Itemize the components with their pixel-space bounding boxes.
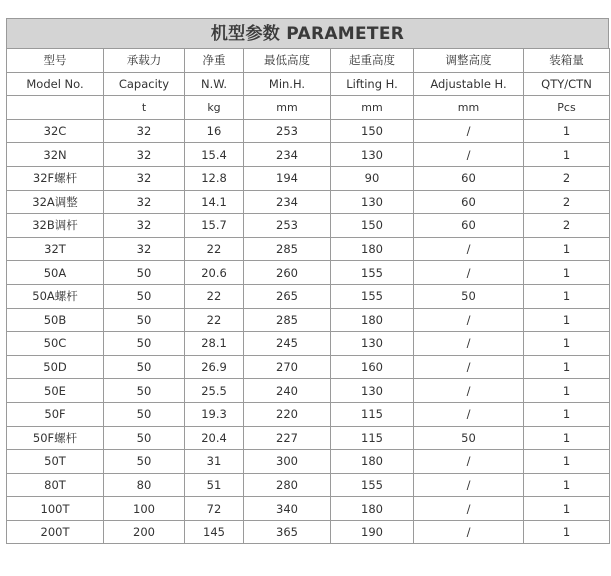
cell-capacity: 50 [104, 379, 185, 403]
cell-adjustable-height: / [414, 308, 524, 332]
cell-weight: 145 [185, 520, 244, 544]
table-row [7, 450, 610, 474]
cell-min-height: 240 [244, 379, 331, 403]
cell-capacity: 32 [104, 214, 185, 238]
header-row-cn [7, 49, 610, 73]
table-row [7, 166, 610, 190]
cell-model: 100T [7, 497, 104, 521]
cell-model: 50E [7, 379, 104, 403]
cell-model: 32C [7, 119, 104, 143]
cell-min-height: 253 [244, 119, 331, 143]
cell-qty: 1 [524, 284, 610, 308]
cell-min-height: 285 [244, 308, 331, 332]
cell-qty: 2 [524, 190, 610, 214]
cell-lifting-height: 115 [331, 426, 414, 450]
cell-min-height: 280 [244, 473, 331, 497]
header-en-qty: QTY/CTN [524, 72, 610, 96]
cell-model: 32F螺杆 [7, 166, 104, 190]
header-row-unit [7, 96, 610, 120]
cell-capacity: 200 [104, 520, 185, 544]
table-row [7, 497, 610, 521]
table-row [7, 190, 610, 214]
cell-qty: 1 [524, 379, 610, 403]
cell-adjustable-height: 50 [414, 426, 524, 450]
cell-adjustable-height: / [414, 497, 524, 521]
cell-min-height: 265 [244, 284, 331, 308]
header-cn-qty: 装箱量 [524, 49, 610, 73]
cell-weight: 51 [185, 473, 244, 497]
table-row [7, 308, 610, 332]
cell-weight: 19.3 [185, 402, 244, 426]
cell-weight: 12.8 [185, 166, 244, 190]
header-cn-capacity: 承载力 [104, 49, 185, 73]
cell-weight: 25.5 [185, 379, 244, 403]
cell-qty: 1 [524, 237, 610, 261]
cell-lifting-height: 90 [331, 166, 414, 190]
header-row-en [7, 72, 610, 96]
cell-min-height: 234 [244, 143, 331, 167]
cell-min-height: 194 [244, 166, 331, 190]
header-cn-lifting-height: 起重高度 [331, 49, 414, 73]
cell-weight: 26.9 [185, 355, 244, 379]
cell-lifting-height: 180 [331, 450, 414, 474]
cell-lifting-height: 155 [331, 261, 414, 285]
cell-adjustable-height: / [414, 520, 524, 544]
cell-capacity: 32 [104, 119, 185, 143]
cell-model: 32N [7, 143, 104, 167]
cell-capacity: 32 [104, 237, 185, 261]
parameter-table [6, 48, 610, 544]
cell-weight: 15.7 [185, 214, 244, 238]
cell-min-height: 300 [244, 450, 331, 474]
cell-capacity: 32 [104, 190, 185, 214]
cell-capacity: 50 [104, 355, 185, 379]
cell-model: 50F螺杆 [7, 426, 104, 450]
cell-model: 200T [7, 520, 104, 544]
cell-capacity: 50 [104, 450, 185, 474]
header-en-min-height: Min.H. [244, 72, 331, 96]
cell-weight: 72 [185, 497, 244, 521]
cell-qty: 2 [524, 214, 610, 238]
cell-weight: 20.4 [185, 426, 244, 450]
cell-model: 50D [7, 355, 104, 379]
cell-adjustable-height: 60 [414, 166, 524, 190]
cell-adjustable-height: / [414, 237, 524, 261]
cell-weight: 20.6 [185, 261, 244, 285]
unit-lifting-height: mm [331, 96, 414, 120]
cell-adjustable-height: / [414, 355, 524, 379]
cell-model: 50A螺杆 [7, 284, 104, 308]
cell-lifting-height: 130 [331, 190, 414, 214]
cell-min-height: 340 [244, 497, 331, 521]
table-row [7, 426, 610, 450]
cell-min-height: 365 [244, 520, 331, 544]
table-row [7, 237, 610, 261]
parameter-table-container [6, 18, 609, 544]
header-cn-weight: 净重 [185, 49, 244, 73]
cell-model: 50A [7, 261, 104, 285]
table-row [7, 214, 610, 238]
cell-capacity: 50 [104, 402, 185, 426]
cell-lifting-height: 150 [331, 119, 414, 143]
cell-lifting-height: 180 [331, 308, 414, 332]
cell-weight: 22 [185, 237, 244, 261]
cell-adjustable-height: / [414, 143, 524, 167]
cell-qty: 1 [524, 143, 610, 167]
table-row [7, 332, 610, 356]
table-row [7, 355, 610, 379]
cell-lifting-height: 130 [331, 379, 414, 403]
cell-adjustable-height: / [414, 119, 524, 143]
cell-capacity: 50 [104, 284, 185, 308]
cell-min-height: 220 [244, 402, 331, 426]
cell-qty: 1 [524, 497, 610, 521]
cell-weight: 15.4 [185, 143, 244, 167]
cell-capacity: 50 [104, 332, 185, 356]
unit-min-height: mm [244, 96, 331, 120]
cell-min-height: 253 [244, 214, 331, 238]
cell-model: 50F [7, 402, 104, 426]
unit-capacity: t [104, 96, 185, 120]
cell-capacity: 50 [104, 261, 185, 285]
cell-min-height: 260 [244, 261, 331, 285]
cell-weight: 22 [185, 284, 244, 308]
table-row [7, 379, 610, 403]
header-cn-model: 型号 [7, 49, 104, 73]
header-en-lifting-height: Lifting H. [331, 72, 414, 96]
cell-min-height: 234 [244, 190, 331, 214]
cell-qty: 1 [524, 520, 610, 544]
cell-capacity: 100 [104, 497, 185, 521]
cell-weight: 14.1 [185, 190, 244, 214]
cell-qty: 1 [524, 450, 610, 474]
cell-qty: 1 [524, 261, 610, 285]
cell-adjustable-height: / [414, 379, 524, 403]
cell-model: 32A调整 [7, 190, 104, 214]
header-en-adjustable-height: Adjustable H. [414, 72, 524, 96]
unit-weight: kg [185, 96, 244, 120]
cell-lifting-height: 190 [331, 520, 414, 544]
cell-qty: 2 [524, 166, 610, 190]
unit-adjustable-height: mm [414, 96, 524, 120]
cell-weight: 22 [185, 308, 244, 332]
cell-adjustable-height: / [414, 261, 524, 285]
cell-capacity: 50 [104, 308, 185, 332]
cell-model: 32B调杆 [7, 214, 104, 238]
cell-lifting-height: 155 [331, 473, 414, 497]
cell-capacity: 32 [104, 143, 185, 167]
cell-min-height: 270 [244, 355, 331, 379]
cell-min-height: 285 [244, 237, 331, 261]
header-cn-min-height: 最低高度 [244, 49, 331, 73]
cell-qty: 1 [524, 473, 610, 497]
table-row [7, 402, 610, 426]
unit-model [7, 96, 104, 120]
cell-adjustable-height: / [414, 332, 524, 356]
cell-lifting-height: 115 [331, 402, 414, 426]
cell-qty: 1 [524, 426, 610, 450]
cell-min-height: 245 [244, 332, 331, 356]
cell-adjustable-height: / [414, 450, 524, 474]
table-row [7, 520, 610, 544]
cell-weight: 28.1 [185, 332, 244, 356]
table-row [7, 284, 610, 308]
cell-model: 50C [7, 332, 104, 356]
header-en-weight: N.W. [185, 72, 244, 96]
cell-adjustable-height: 60 [414, 190, 524, 214]
cell-weight: 16 [185, 119, 244, 143]
cell-model: 50T [7, 450, 104, 474]
cell-min-height: 227 [244, 426, 331, 450]
cell-adjustable-height: 50 [414, 284, 524, 308]
cell-capacity: 50 [104, 426, 185, 450]
table-row [7, 119, 610, 143]
cell-qty: 1 [524, 332, 610, 356]
cell-model: 50B [7, 308, 104, 332]
cell-model: 32T [7, 237, 104, 261]
cell-adjustable-height: / [414, 402, 524, 426]
cell-lifting-height: 180 [331, 237, 414, 261]
cell-capacity: 32 [104, 166, 185, 190]
cell-lifting-height: 180 [331, 497, 414, 521]
header-cn-adjustable-height: 调整高度 [414, 49, 524, 73]
cell-qty: 1 [524, 308, 610, 332]
cell-weight: 31 [185, 450, 244, 474]
cell-model: 80T [7, 473, 104, 497]
unit-qty: Pcs [524, 96, 610, 120]
table-row [7, 143, 610, 167]
cell-lifting-height: 160 [331, 355, 414, 379]
cell-adjustable-height: 60 [414, 214, 524, 238]
cell-lifting-height: 130 [331, 143, 414, 167]
cell-qty: 1 [524, 355, 610, 379]
table-title: 机型参数 PARAMETER [6, 18, 609, 48]
table-row [7, 473, 610, 497]
cell-lifting-height: 130 [331, 332, 414, 356]
cell-qty: 1 [524, 402, 610, 426]
cell-adjustable-height: / [414, 473, 524, 497]
cell-capacity: 80 [104, 473, 185, 497]
header-en-model: Model No. [7, 72, 104, 96]
cell-qty: 1 [524, 119, 610, 143]
table-row [7, 261, 610, 285]
cell-lifting-height: 155 [331, 284, 414, 308]
header-en-capacity: Capacity [104, 72, 185, 96]
cell-lifting-height: 150 [331, 214, 414, 238]
